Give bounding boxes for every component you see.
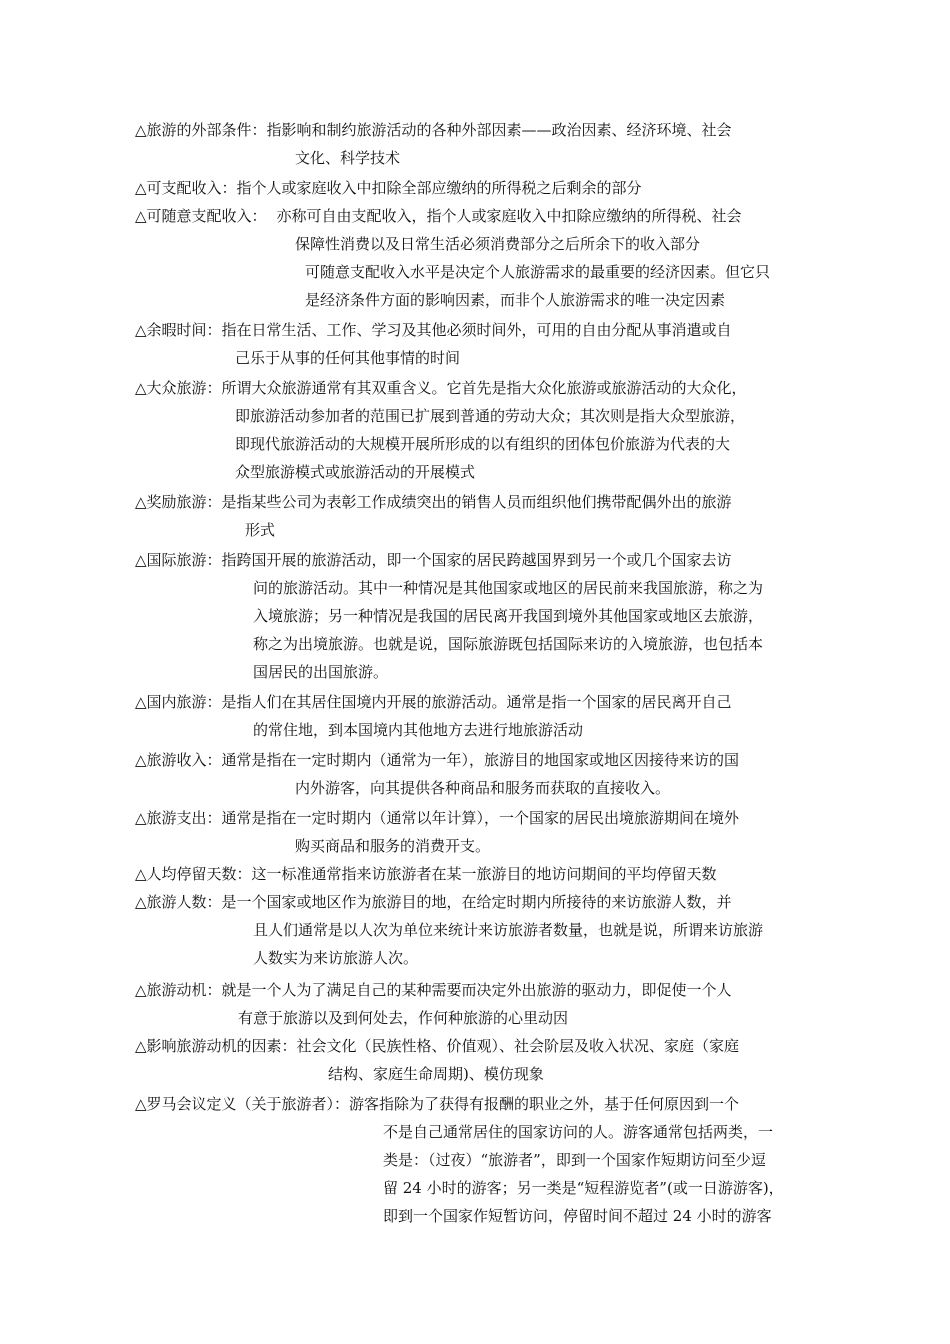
definition-line: 游客指除为了获得有报酬的职业之外，基于任何原因到一个 — [349, 1095, 740, 1113]
term: △人均停留天数： — [135, 865, 252, 883]
definition-line: 且人们通常是以人次为单位来统计来访旅游者数量，也就是说，所谓来访旅游 — [253, 921, 764, 939]
definition-line: 入境旅游；另一种情况是我国的居民离开我国到境外其他国家或地区去旅游， — [253, 607, 764, 625]
definition-line: 即旅游活动参加者的范围已扩展到普通的劳动大众；其次则是指大众型旅游， — [235, 407, 746, 425]
definition-line: 可随意支配收入水平是决定个人旅游需求的最重要的经济因素。但它只 — [305, 263, 771, 281]
definition-line: 所谓大众旅游通常有其双重含义。它首先是指大众化旅游或旅游活动的大众化， — [221, 379, 747, 397]
entry-rome-conference-definition — [135, 1090, 815, 1230]
term: △旅游人数： — [135, 893, 222, 911]
entry-disposable-income — [135, 174, 815, 202]
definition-line: 人数实为来访旅游人次。 — [253, 949, 419, 967]
definition-line: 的常住地，到本国境内其他地方去进行地旅游活动 — [253, 721, 584, 739]
entry-domestic-tourism — [135, 688, 815, 744]
term: △可支配收入： — [135, 179, 237, 197]
definition-line: 购买商品和服务的消费开支。 — [295, 837, 491, 855]
entry-motivation-factors — [135, 1032, 815, 1088]
term: △旅游的外部条件： — [135, 121, 267, 139]
definition-line: 是指人们在其居住国境内开展的旅游活动。通常是指一个国家的居民离开自己 — [221, 693, 732, 711]
definition-line: 社会文化（民族性格、价值观）、社会阶层及收入状况、家庭（家庭 — [296, 1037, 740, 1055]
definition-line: 即到一个国家作短暂访问，停留时间不超过 24 小时的游客 — [383, 1207, 772, 1225]
term: △罗马会议定义（关于旅游者）： — [135, 1095, 350, 1113]
definition-line: 指跨国开展的旅游活动，即一个国家的居民跨越国界到另一个或几个国家去访 — [221, 551, 732, 569]
entry-tourism-expenditure — [135, 804, 815, 860]
entry-tourist-arrivals — [135, 888, 815, 972]
entry-leisure-time — [135, 316, 815, 372]
entry-tourism-revenue — [135, 746, 815, 802]
definition-line: 结构、家庭生命周期)、模仿现象 — [328, 1065, 544, 1083]
term: △旅游支出： — [135, 809, 222, 827]
definition-line: 亦称可自由支配收入，指个人或家庭收入中扣除应缴纳的所得税、社会 — [276, 207, 742, 225]
definition-line: 国居民的出国旅游。 — [253, 663, 389, 681]
definition-line: 留 24 小时的游客；另一类是“短程游览者”(或一日游游客)， — [383, 1179, 784, 1197]
entry-average-stay — [135, 860, 815, 888]
term: △国际旅游： — [135, 551, 222, 569]
definition-line: 称之为出境旅游。也就是说，国际旅游既包括国际来访的入境旅游，也包括本 — [253, 635, 764, 653]
definition-line: 是指某些公司为表彰工作成绩突出的销售人员而组织他们携带配偶外出的旅游 — [221, 493, 732, 511]
term: △可随意支配收入： — [135, 207, 267, 225]
definition-line: 指影响和制约旅游活动的各种外部因素——政治因素、经济环境、社会 — [266, 121, 732, 139]
definition-line: 文化、科学技术 — [295, 149, 401, 167]
term: △旅游动机： — [135, 981, 222, 999]
definition-line: 就是一个人为了满足自己的某种需要而决定外出旅游的驱动力，即促使一个人 — [221, 981, 732, 999]
definition-line: 指个人或家庭收入中扣除全部应缴纳的所得税之后剩余的部分 — [236, 179, 642, 197]
entry-discretionary-income — [135, 202, 815, 314]
definition-line: 有意于旅游以及到何处去，作何种旅游的心里动因 — [238, 1009, 569, 1027]
term: △大众旅游： — [135, 379, 222, 397]
definition-line: 不是自己通常居住的国家访问的人。游客通常包括两类，一 — [383, 1123, 774, 1141]
definition-line: 通常是指在一定时期内（通常以年计算），一个国家的居民出境旅游期间在境外 — [221, 809, 740, 827]
definition-line: 是经济条件方面的影响因素，而非个人旅游需求的唯一决定因素 — [305, 291, 726, 309]
term: △奖励旅游： — [135, 493, 222, 511]
definition-line: 问的旅游活动。其中一种情况是其他国家或地区的居民前来我国旅游，称之为 — [253, 579, 764, 597]
definition-line: 形式 — [245, 521, 276, 539]
term: △国内旅游： — [135, 693, 222, 711]
definition-line: 众型旅游模式或旅游活动的开展模式 — [235, 463, 476, 481]
term: △余暇时间： — [135, 321, 222, 339]
definition-line: 是一个国家或地区作为旅游目的地，在给定时期内所接待的来访旅游人数，并 — [221, 893, 732, 911]
term: △影响旅游动机的因素： — [135, 1037, 297, 1055]
entry-incentive-travel — [135, 488, 815, 544]
definition-line: 通常是指在一定时期内（通常为一年），旅游目的地国家或地区因接待来访的国 — [221, 751, 740, 769]
definition-line: 这一标准通常指来访旅游者在某一旅游目的地访问期间的平均停留天数 — [251, 865, 717, 883]
term: △旅游收入： — [135, 751, 222, 769]
definition-line: 保障性消费以及日常生活必须消费部分之后所余下的收入部分 — [295, 235, 701, 253]
definition-line: 己乐于从事的任何其他事情的时间 — [235, 349, 461, 367]
definition-line: 即现代旅游活动的大规模开展所形成的以有组织的团体包价旅游为代表的大 — [235, 435, 731, 453]
definition-line: 类是：（过夜）“旅游者”，即到一个国家作短期访问至少逗 — [383, 1151, 766, 1169]
entry-external-conditions — [135, 116, 815, 172]
entry-mass-tourism — [135, 374, 815, 486]
definition-line: 内外游客，向其提供各种商品和服务而获取的直接收入。 — [295, 779, 671, 797]
entry-international-tourism — [135, 546, 815, 686]
definition-line: 指在日常生活、工作、学习及其他必须时间外，可用的自由分配从事消遣或自 — [221, 321, 732, 339]
entry-travel-motivation — [135, 976, 815, 1032]
